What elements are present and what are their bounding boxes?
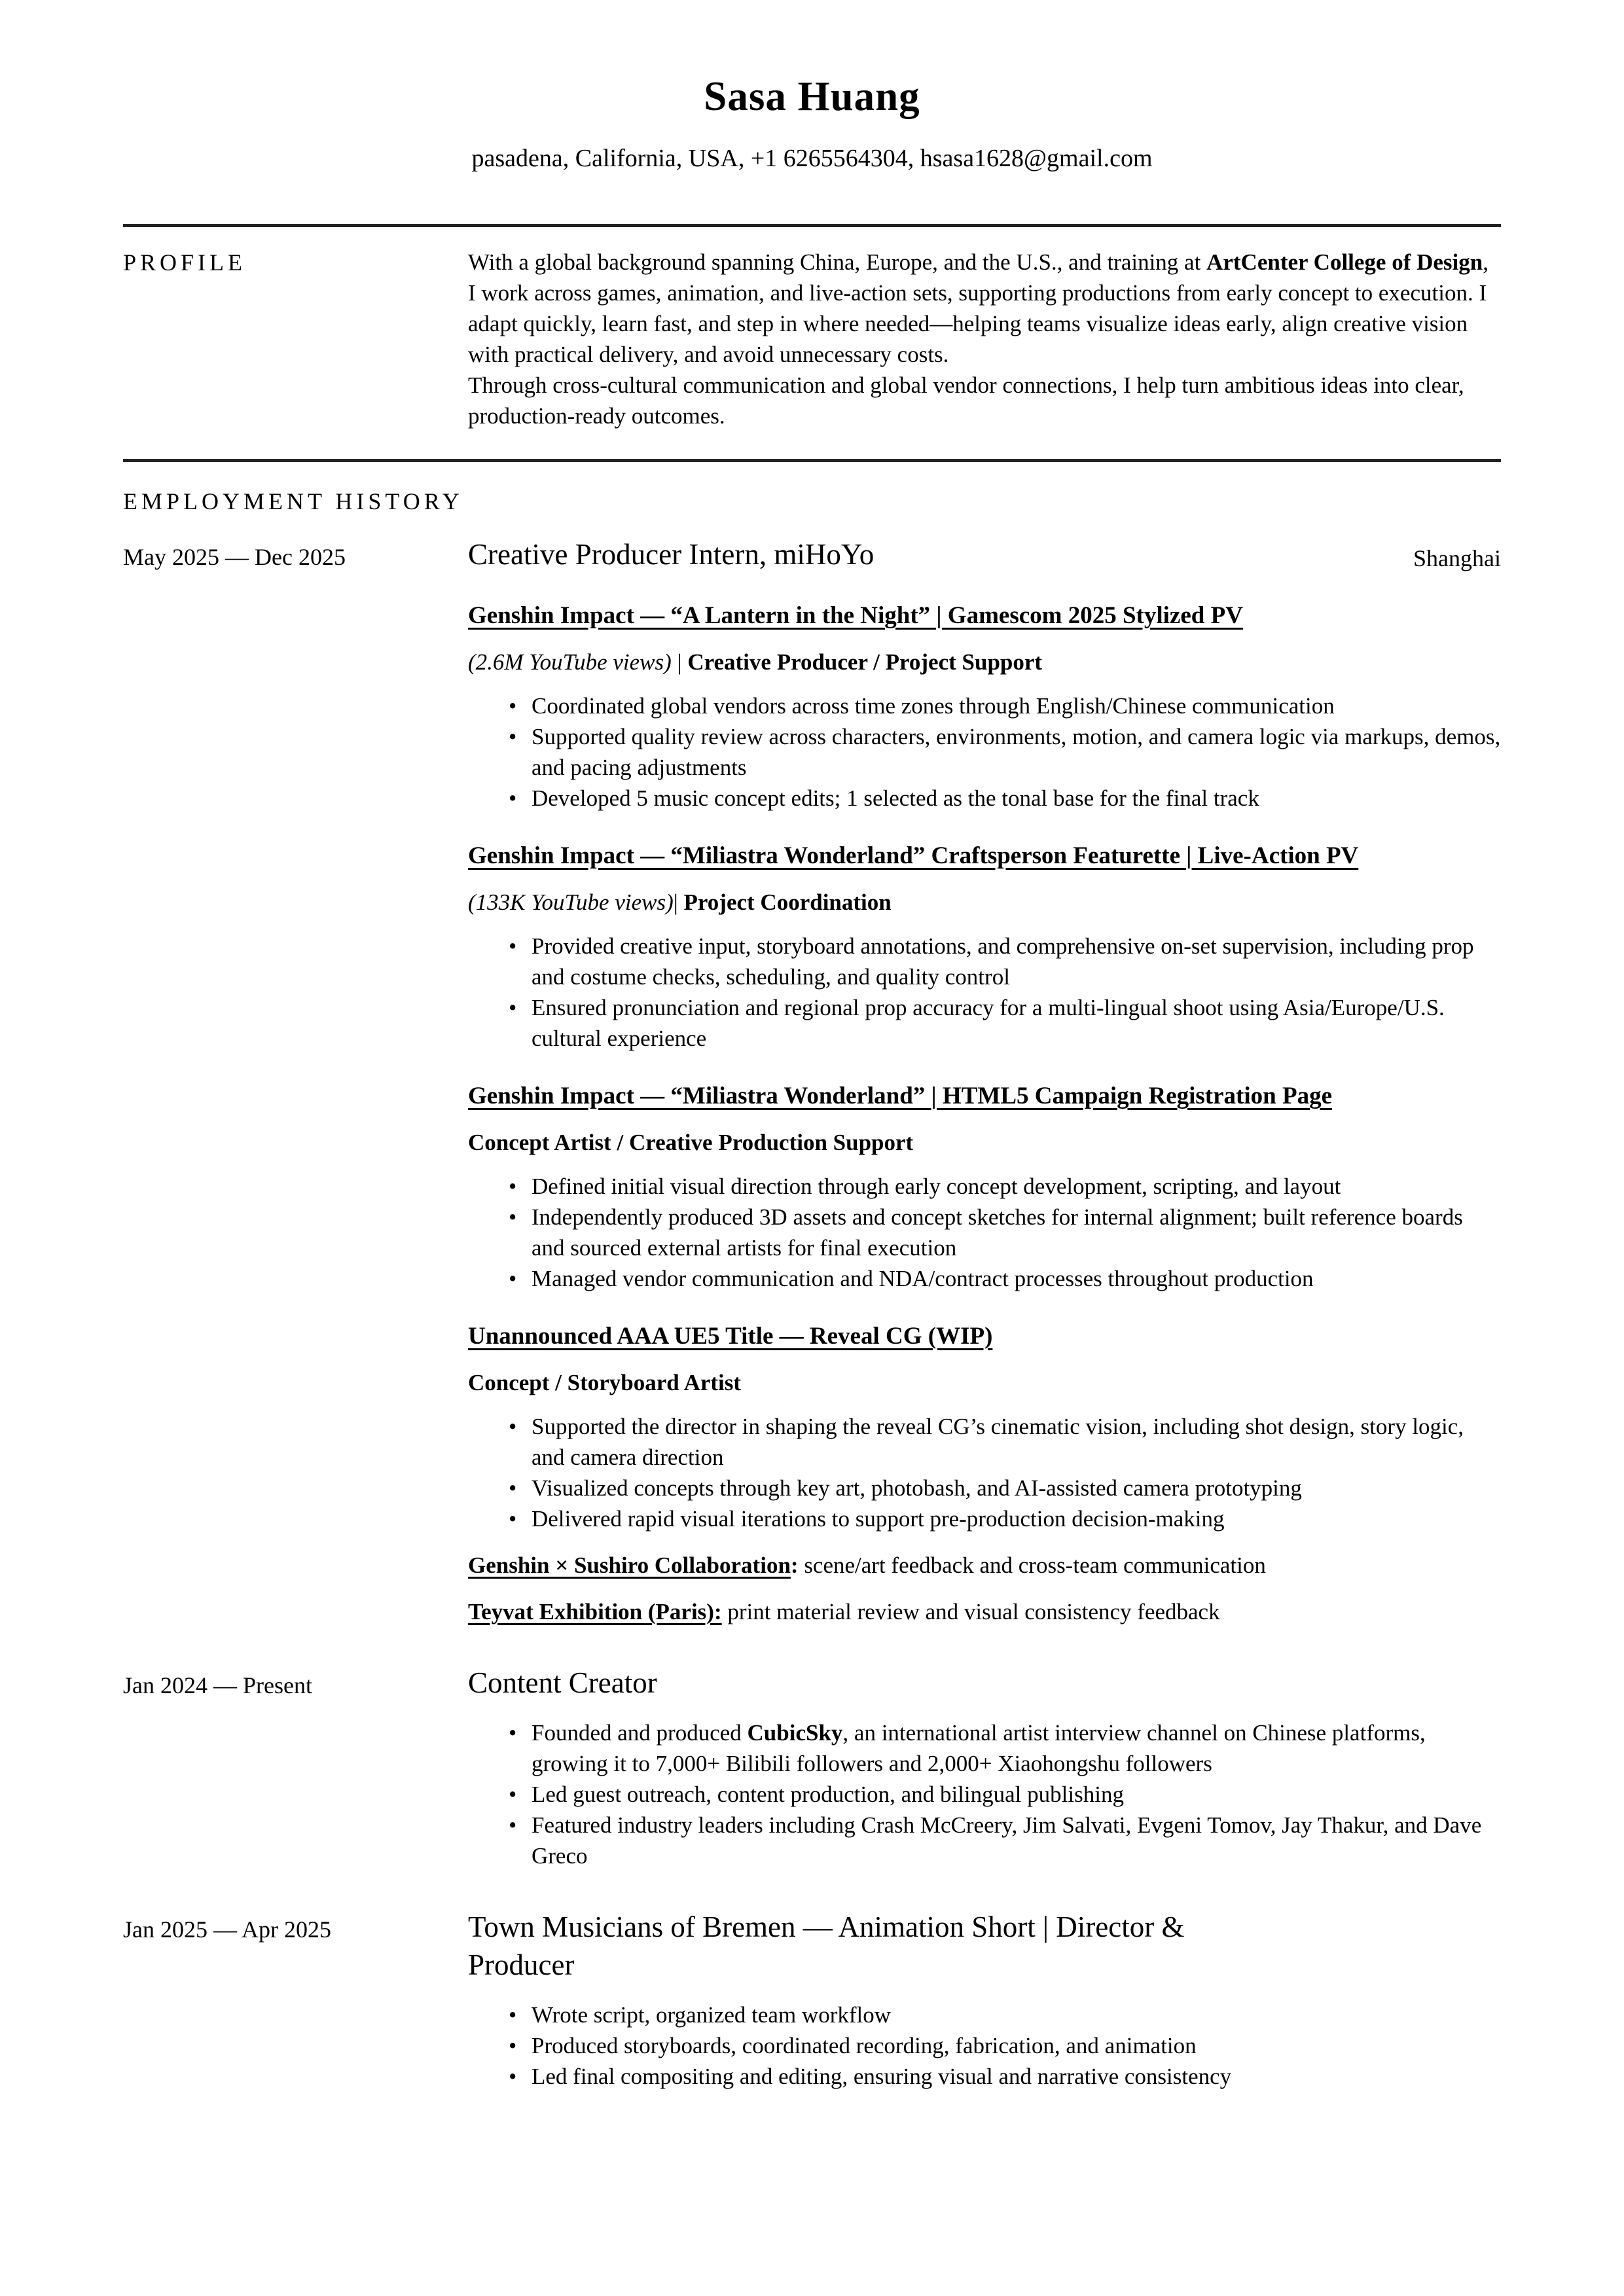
bullet-marker: • — [509, 1782, 517, 1807]
bullet-marker: • — [509, 1720, 517, 1746]
job-location: Shanghai — [1413, 545, 1501, 571]
bullet-item: • Supported the director in shaping the reveal CG’s cinematic vision, including shot design, story logic, and camera direction — [468, 1411, 1501, 1473]
bullet-item: • Wrote script, organized team workflow — [468, 2000, 1501, 2030]
job-title: Town Musicians of Bremen — Animation Short | Director & Producer — [468, 1910, 1185, 1981]
bullet-item: • Featured industry leaders including Crash McCreery, Jim Salvati, Evgeni Tomov, Jay Thakur, and Dave Greco — [468, 1810, 1501, 1871]
page-title: Sasa Huang — [704, 73, 920, 119]
bullet-marker: • — [509, 724, 517, 749]
bullet-item: • Developed 5 music concept edits; 1 selected as the tonal base for the final track — [468, 783, 1501, 814]
bullet-marker: • — [509, 2064, 517, 2089]
extra-project-lead: Teyvat Exhibition (Paris): — [468, 1599, 722, 1624]
bullet-item: • Provided creative input, storyboard annotations, and comprehensive on-set supervision, including prop and costume checks, scheduling, and quality control — [468, 931, 1501, 992]
bullet-marker: • — [509, 1414, 517, 1439]
project-heading: Genshin Impact — “A Lantern in the Night” | Gamescom 2025 Stylized PV — [468, 602, 1243, 629]
bullet-item: • Managed vendor communication and NDA/contract processes throughout production — [468, 1263, 1501, 1294]
bullet-item: • Produced storyboards, coordinated recording, fabrication, and animation — [468, 2030, 1501, 2061]
contact-line: pasadena, California, USA, +1 6265564304, hsasa1628@gmail.com — [471, 145, 1153, 172]
divider — [123, 224, 1501, 227]
bullet-list — [468, 1717, 1501, 1871]
extra-project-lead: Genshin × Sushiro Collaboration — [468, 1552, 791, 1578]
project-heading: Unannounced AAA UE5 Title — Reveal CG (WIP) — [468, 1323, 993, 1350]
project-views: (2.6M YouTube views) — [468, 649, 672, 675]
job-dates: May 2025 — Dec 2025 — [123, 544, 346, 570]
bullet-list — [468, 1411, 1501, 1534]
employment-history-label: EMPLOYMENT HISTORY — [123, 488, 463, 514]
job-dates: Jan 2024 — Present — [123, 1672, 312, 1698]
profile-section — [123, 247, 1501, 431]
bullet-list — [468, 2000, 1501, 2092]
bullet-item: • Led final compositing and editing, ensuring visual and narrative consistency — [468, 2061, 1501, 2092]
project-heading: Genshin Impact — “Miliastra Wonderland” Craftsperson Featurette | Live-Action PV — [468, 842, 1359, 869]
extra-project-line: Teyvat Exhibition (Paris): print material review and visual consistency feedback — [468, 1599, 1220, 1624]
job-dates: Jan 2025 — Apr 2025 — [123, 1916, 331, 1943]
bullet-list — [468, 1171, 1501, 1294]
divider — [123, 459, 1501, 462]
bullet-marker: • — [509, 2002, 517, 2028]
project-subline: (133K YouTube views)| Project Coordination — [468, 889, 892, 915]
bullet-marker: • — [509, 2033, 517, 2058]
bullet-marker: • — [509, 785, 517, 811]
profile-paragraph: With a global background spanning China, Europe, and the U.S., and training at ArtCenter College of Design, I work across games, animation, and live-action sets, supporting productions from early concept to execution. I adapt quickly, learn fast, and step in where needed—helping teams visualize ideas early, align creative vision with practical delivery, and avoid unnecessary costs. — [468, 249, 1489, 367]
bullet-marker: • — [509, 995, 517, 1020]
profile-label: PROFILE — [123, 249, 247, 276]
project-heading: Genshin Impact — “Miliastra Wonderland” | HTML5 Campaign Registration Page — [468, 1083, 1332, 1109]
profile-text — [468, 247, 1501, 431]
bullet-marker: • — [509, 1204, 517, 1230]
bullet-marker: • — [509, 1475, 517, 1501]
project-role: Concept Artist / Creative Production Support — [468, 1130, 914, 1155]
bullet-item: • Ensured pronunciation and regional prop accuracy for a multi-lingual shoot using Asia/Europe/U.S. cultural experience — [468, 992, 1501, 1054]
bullet-list — [468, 931, 1501, 1054]
project-block — [468, 840, 1501, 1054]
project-role: Concept / Storyboard Artist — [468, 1370, 742, 1395]
bullet-marker: • — [509, 1812, 517, 1838]
bullet-marker: • — [509, 933, 517, 959]
project-subline: (2.6M YouTube views) | Creative Producer / Project Support — [468, 649, 1043, 675]
bullet-item: • Delivered rapid visual iterations to support pre-production decision-making — [468, 1503, 1501, 1534]
project-block — [468, 1080, 1501, 1294]
profile-paragraph: Through cross-cultural communication and global vendor connections, I help turn ambitious ideas into clear, production-ready outcomes. — [468, 372, 1464, 429]
project-block — [468, 1320, 1501, 1534]
bullet-marker: • — [509, 1174, 517, 1199]
job-entry — [123, 1664, 1501, 1871]
project-views: (133K YouTube views) — [468, 889, 674, 915]
bullet-item: • Led guest outreach, content production, and bilingual publishing — [468, 1779, 1501, 1810]
channel-name: CubicSky — [747, 1720, 843, 1746]
bullet-marker: • — [509, 693, 517, 719]
bullet-list — [468, 691, 1501, 814]
job-entry — [123, 1908, 1501, 2092]
profile-bold-school: ArtCenter College of Design — [1206, 249, 1483, 275]
project-role: Project Coordination — [683, 889, 892, 915]
job-title: Content Creator — [468, 1666, 657, 1699]
project-block — [468, 600, 1501, 814]
bullet-item: • Coordinated global vendors across time zones through English/Chinese communication — [468, 691, 1501, 721]
bullet-item: • Independently produced 3D assets and concept sketches for internal alignment; built reference boards and sourced external artists for final execution — [468, 1202, 1501, 1263]
bullet-item: • Supported quality review across characters, environments, motion, and camera logic via markups, demos, and pacing adjustments — [468, 721, 1501, 783]
bullet-marker: • — [509, 1506, 517, 1532]
bullet-item: • Founded and produced CubicSky, an international artist interview channel on Chinese platforms, growing it to 7,000+ Bilibili followers and 2,000+ Xiaohongshu followers — [468, 1717, 1501, 1779]
job-entry — [123, 535, 1501, 1627]
job-title: Creative Producer Intern, miHoYo — [468, 538, 875, 571]
bullet-item: • Defined initial visual direction through early concept development, scripting, and layout — [468, 1171, 1501, 1202]
bullet-marker: • — [509, 1266, 517, 1291]
extra-project-line: Genshin × Sushiro Collaboration: scene/art feedback and cross-team communication — [468, 1552, 1266, 1578]
project-role: Creative Producer / Project Support — [687, 649, 1043, 675]
bullet-item: • Visualized concepts through key art, photobash, and AI-assisted camera prototyping — [468, 1473, 1501, 1503]
